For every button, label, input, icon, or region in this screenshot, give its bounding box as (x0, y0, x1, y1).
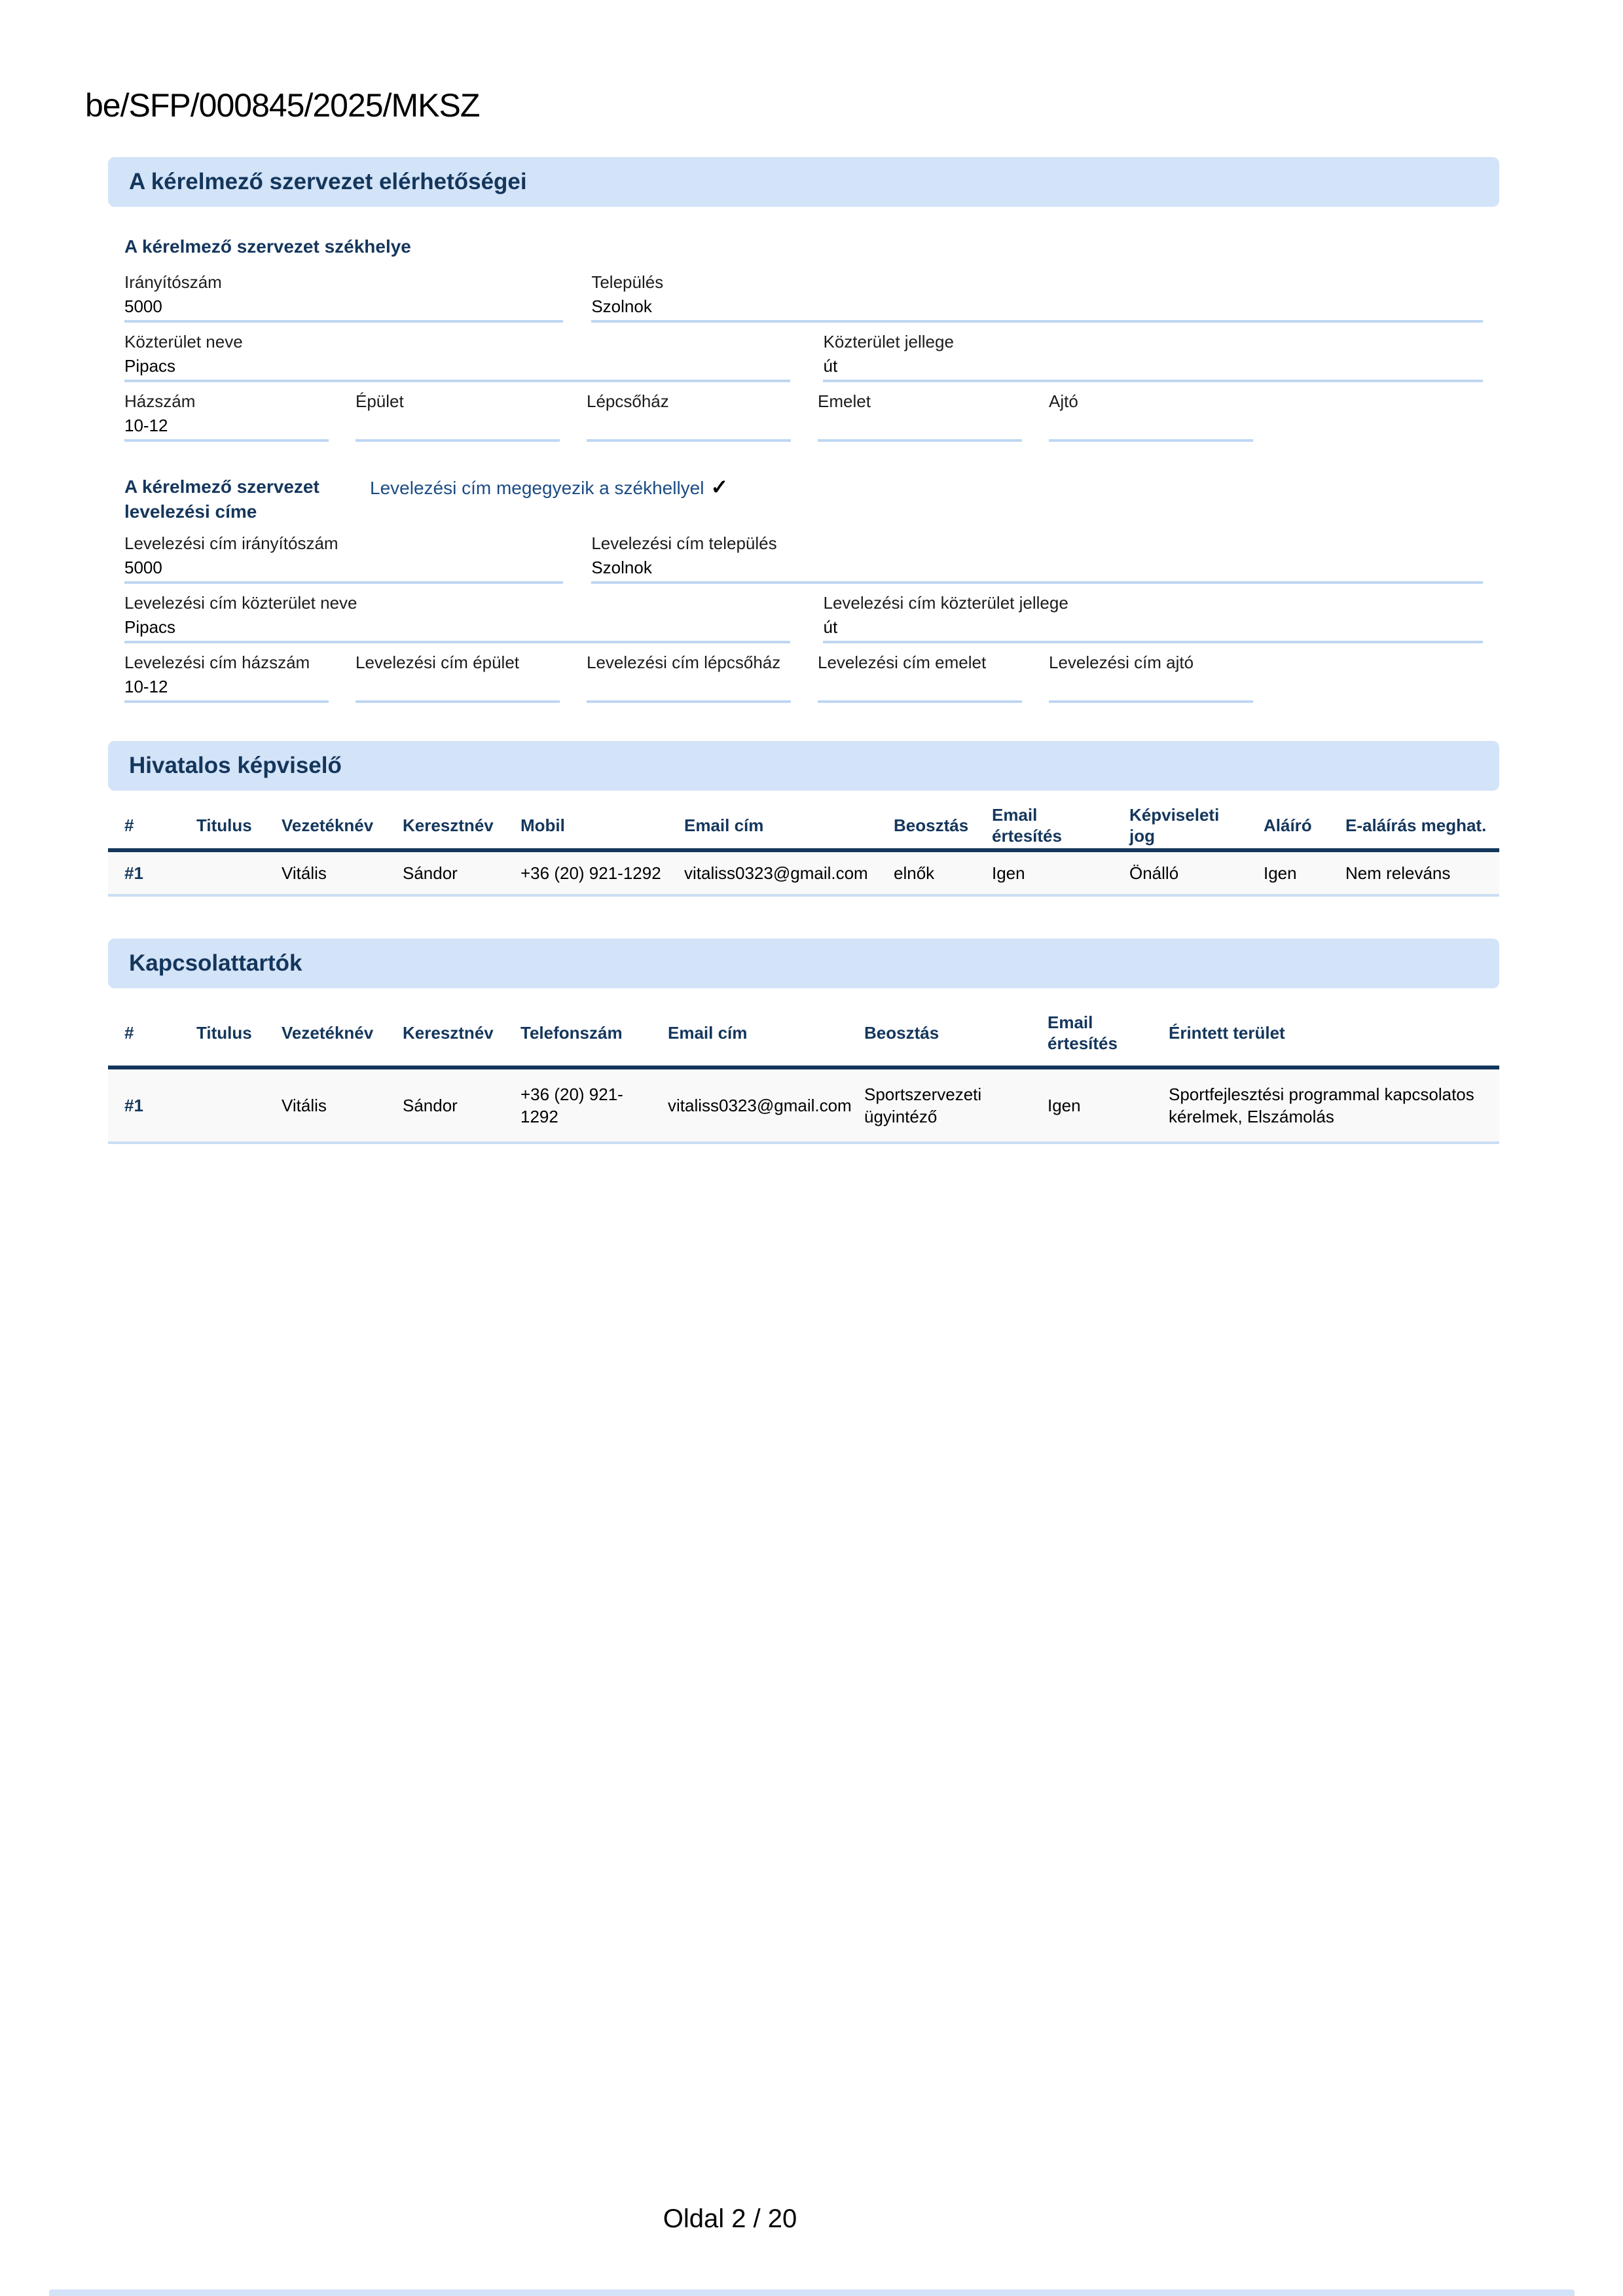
field-underline (124, 439, 329, 442)
field-underline (356, 439, 560, 442)
field-underline (823, 380, 1483, 382)
page-number: Oldal 2 / 20 (663, 2204, 797, 2233)
cell-signatory: Igen (1247, 850, 1329, 895)
column-header-last-name: Vezetéknév (265, 1000, 386, 1067)
representative-table (108, 802, 1499, 897)
column-header-first-name: Keresztnév (386, 1000, 504, 1067)
field-mailing-building (356, 650, 560, 703)
cell-phone: +36 (20) 921-1292 (504, 1067, 651, 1143)
field-building (356, 389, 560, 442)
subsection-title-mailing: A kérelmező szervezet levelezési címe (124, 476, 319, 522)
contacts-table-row (108, 1067, 1499, 1143)
seat-address-row-2 (124, 329, 1483, 382)
field-value: 5000 (124, 558, 162, 577)
field-city (591, 270, 1483, 323)
checkmark-icon: ✓ (710, 475, 729, 499)
subsection-title-seat: A kérelmező szervezet székhelye (124, 236, 411, 257)
column-header-title: Titulus (180, 802, 265, 850)
cell-affected-area: Sportfejlesztési programmal kapcsolatos kérelmek, Elszámolás (1152, 1067, 1499, 1143)
field-value: 10-12 (124, 677, 168, 696)
cell-index: #1 (108, 850, 180, 895)
column-header-esignature: E-aláírás meghat. (1329, 802, 1499, 850)
field-value (356, 414, 560, 437)
field-label: Levelezési cím település (591, 533, 777, 553)
contact-section-body (108, 236, 1499, 703)
field-underline (124, 700, 329, 703)
section-header-contacts (108, 939, 1499, 988)
field-label: Levelezési cím irányítószám (124, 533, 338, 553)
column-header-email: Email cím (651, 1000, 848, 1067)
field-value: Pipacs (124, 356, 176, 376)
section-title: Kapcsolattartók (129, 950, 302, 976)
field-underline (587, 439, 791, 442)
field-door (1049, 389, 1253, 442)
field-mailing-city (591, 531, 1483, 584)
seat-address-row-1 (124, 270, 1483, 323)
cell-position: elnők (877, 850, 976, 895)
same-as-seat-label: Levelezési cím megegyezik a székhellyel (370, 478, 704, 498)
field-mailing-street-type (823, 590, 1483, 643)
mailing-address-row-1 (124, 531, 1483, 584)
field-value (818, 675, 1022, 698)
field-label: Levelezési cím közterület neve (124, 593, 357, 613)
field-underline (356, 700, 560, 703)
field-label: Település (591, 272, 664, 292)
field-value: 5000 (124, 296, 162, 316)
field-label: Házszám (124, 391, 196, 411)
cell-email: vitaliss0323@gmail.com (651, 1067, 848, 1143)
field-value: Pipacs (124, 617, 176, 637)
cell-email: vitaliss0323@gmail.com (668, 850, 877, 895)
column-header-affected-area: Érintett terület (1152, 1000, 1499, 1067)
field-underline (818, 700, 1022, 703)
column-header-last-name: Vezetéknév (265, 802, 386, 850)
column-header-index: # (108, 802, 180, 850)
field-value (1049, 675, 1253, 698)
column-header-phone: Telefonszám (504, 1000, 651, 1067)
mailing-address-row-3 (124, 650, 1483, 703)
field-underline (124, 320, 563, 323)
section-title: A kérelmező szervezet elérhetőségei (129, 169, 527, 194)
field-underline (587, 700, 791, 703)
bottom-section-bar (49, 2289, 1575, 2296)
cell-first-name: Sándor (386, 850, 504, 895)
column-header-representation-right: Képviseleti jog (1113, 802, 1247, 850)
cell-position: Sportszervezeti ügyintéző (848, 1067, 1031, 1143)
mailing-address-header (124, 475, 1483, 524)
cell-email-notification: Igen (1031, 1067, 1152, 1143)
cell-title (180, 850, 265, 895)
field-value: Szolnok (591, 558, 652, 577)
column-header-title: Titulus (180, 1000, 265, 1067)
field-label: Levelezési cím lépcsőház (587, 653, 781, 672)
field-label: Levelezési cím emelet (818, 653, 987, 672)
field-underline (1049, 700, 1253, 703)
field-street-type (823, 329, 1483, 382)
field-label: Levelezési cím házszám (124, 653, 310, 672)
field-value (587, 675, 791, 698)
page-content (108, 157, 1499, 1144)
cell-last-name: Vitális (265, 850, 386, 895)
field-label: Levelezési cím közterület jellege (823, 593, 1068, 613)
field-label: Ajtó (1049, 391, 1078, 411)
column-header-signatory: Aláíró (1247, 802, 1329, 850)
cell-email-notification: Igen (976, 850, 1113, 895)
section-header-contact (108, 157, 1499, 207)
field-label: Közterület neve (124, 332, 243, 351)
field-house-number (124, 389, 329, 442)
column-header-index: # (108, 1000, 180, 1067)
column-header-email-notification: Email értesítés (976, 802, 1113, 850)
field-street-name (124, 329, 790, 382)
field-mailing-floor (818, 650, 1022, 703)
cell-first-name: Sándor (386, 1067, 504, 1143)
same-as-seat-note (370, 475, 728, 501)
cell-esignature: Nem releváns (1329, 850, 1499, 895)
field-label: Közterület jellege (823, 332, 954, 351)
field-underline (1049, 439, 1253, 442)
cell-index: #1 (108, 1067, 180, 1143)
field-mailing-house-number (124, 650, 329, 703)
field-mailing-street-name (124, 590, 790, 643)
field-staircase (587, 389, 791, 442)
column-header-email-notification: Email értesítés (1031, 1000, 1152, 1067)
section-header-representative (108, 741, 1499, 791)
column-header-position: Beosztás (877, 802, 976, 850)
field-value: út (823, 356, 838, 376)
cell-representation-right: Önálló (1113, 850, 1247, 895)
field-label: Irányítószám (124, 272, 222, 292)
field-value: 10-12 (124, 416, 168, 435)
field-value (356, 675, 560, 698)
cell-title (180, 1067, 265, 1143)
cell-last-name: Vitális (265, 1067, 386, 1143)
field-label: Épület (356, 391, 404, 411)
representative-table-header-row (108, 802, 1499, 850)
column-header-mobile: Mobil (504, 802, 668, 850)
representative-table-row (108, 850, 1499, 895)
field-mailing-door (1049, 650, 1253, 703)
field-label: Levelezési cím épület (356, 653, 520, 672)
field-label: Levelezési cím ajtó (1049, 653, 1194, 672)
document-id: be/SFP/000845/2025/MKSZ (85, 87, 480, 124)
column-header-position: Beosztás (848, 1000, 1031, 1067)
column-header-first-name: Keresztnév (386, 802, 504, 850)
field-underline (124, 641, 790, 643)
field-value (818, 414, 1022, 437)
field-mailing-staircase (587, 650, 791, 703)
field-underline (818, 439, 1022, 442)
field-label: Emelet (818, 391, 871, 411)
field-mailing-postal-code (124, 531, 563, 584)
field-value: Szolnok (591, 296, 652, 316)
field-postal-code (124, 270, 563, 323)
field-underline (591, 581, 1483, 584)
seat-address-row-3 (124, 389, 1483, 442)
cell-mobile: +36 (20) 921-1292 (504, 850, 668, 895)
field-label: Lépcsőház (587, 391, 669, 411)
field-underline (823, 641, 1483, 643)
contacts-table (108, 1000, 1499, 1144)
mailing-address-row-2 (124, 590, 1483, 643)
contacts-table-header-row (108, 1000, 1499, 1067)
column-header-email: Email cím (668, 802, 877, 850)
field-underline (591, 320, 1483, 323)
section-title: Hivatalos képviselő (129, 753, 342, 778)
field-value: út (823, 617, 838, 637)
field-value (1049, 414, 1253, 437)
field-underline (124, 380, 790, 382)
field-underline (124, 581, 563, 584)
field-floor (818, 389, 1022, 442)
field-value (587, 414, 791, 437)
